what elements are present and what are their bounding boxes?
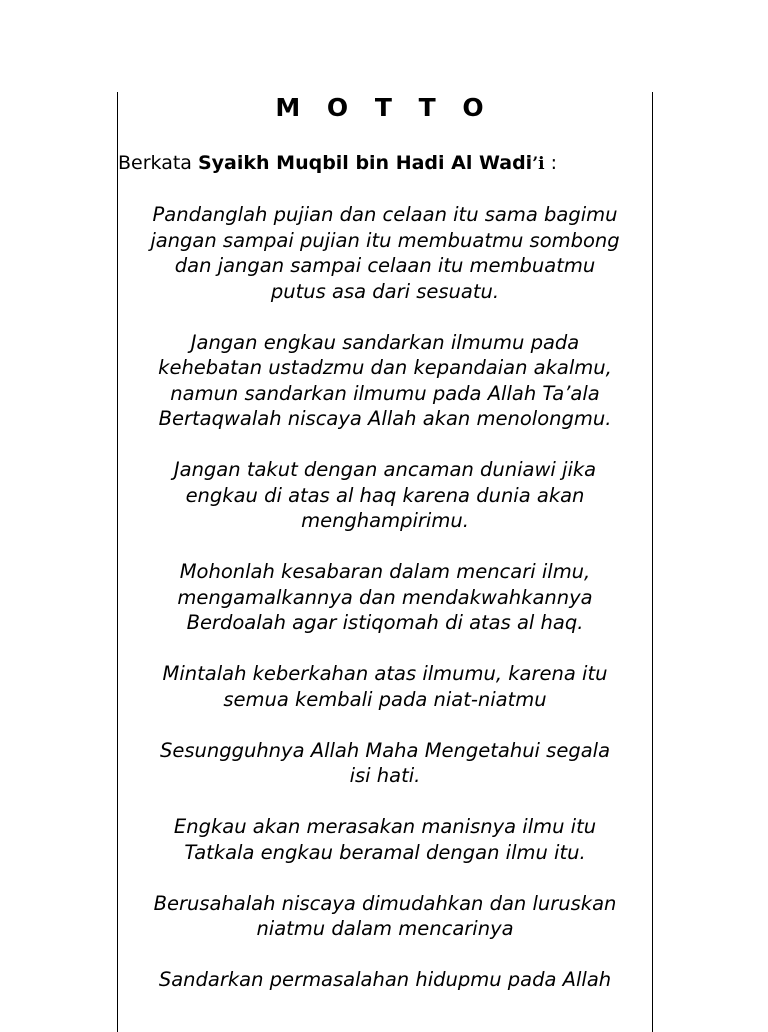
stanza-line: menghampirimu.: [301, 509, 469, 532]
stanza-line: Sandarkan permasalahan hidupmu pada Allah: [158, 968, 612, 991]
attribution-line: [118, 150, 557, 177]
motto-stanza: [118, 967, 652, 993]
stanza-line: Berdoalah agar istiqomah di atas al haq.: [186, 611, 584, 634]
motto-stanza: [118, 891, 652, 942]
stanza-line: niatmu dalam mencarinya: [256, 917, 514, 940]
stanza-line: Tatkala engkau beramal dengan ilmu itu.: [184, 840, 586, 864]
stanza-line: dan jangan sampai celaan itu membuatmu: [174, 254, 596, 277]
motto-stanza: [118, 661, 652, 712]
motto-stanza: [118, 559, 652, 636]
motto-stanza: [118, 330, 652, 432]
scholar-name: Syaikh Muqbil bin Hadi Al Wadi: [197, 152, 533, 174]
stanza-line: namun sandarkan ilmumu pada Allah Ta’ala: [170, 381, 600, 405]
stanza-line: Pandanglah pujian dan celaan itu sama bagimu: [152, 203, 618, 226]
motto-stanza: [118, 814, 652, 865]
stanza-line: Jangan takut dengan ancaman duniawi jika: [173, 458, 597, 481]
stanza-line: semua kembali pada niat-niatmu: [223, 687, 547, 711]
motto-stanza: [118, 202, 652, 304]
motto-stanza-list: [118, 202, 652, 1018]
stanza-line: mengamalkannya dan mendakwahkannya: [177, 585, 593, 609]
stanza-line: isi hati.: [349, 764, 421, 787]
stanza-line: engkau di atas al haq karena dunia akan: [185, 483, 585, 507]
stanza-line: putus asa dari sesuatu.: [270, 279, 500, 303]
page-title: M O T T O: [275, 93, 493, 122]
stanza-line: Jangan engkau sandarkan ilmumu pada: [190, 330, 580, 354]
stanza-line: Mohonlah kesabaran dalam mencari ilmu,: [179, 560, 591, 583]
motto-stanza: [118, 738, 652, 789]
stanza-line: Mintalah keberkahan atas ilmumu, karena itu: [162, 662, 608, 685]
stanza-line: kehebatan ustadzmu dan kepandaian akalmu,: [158, 356, 612, 379]
stanza-line: Engkau akan merasakan manisnya ilmu itu: [173, 815, 597, 838]
stanza-line: Bertaqwalah niscaya Allah akan menolongmu.: [158, 407, 612, 430]
attribution-prefix: Berkata: [118, 152, 198, 174]
stanza-line: jangan sampai pujian itu membuatmu sombong: [150, 228, 620, 252]
stanza-line: Sesungguhnya Allah Maha Mengetahui segala: [159, 738, 611, 762]
attribution-colon: :: [544, 152, 558, 174]
stanza-line: Berusahalah niscaya dimudahkan dan luruskan: [153, 891, 617, 915]
scholar-name-suffix: ’i: [532, 154, 545, 174]
motto-stanza: [118, 457, 652, 534]
